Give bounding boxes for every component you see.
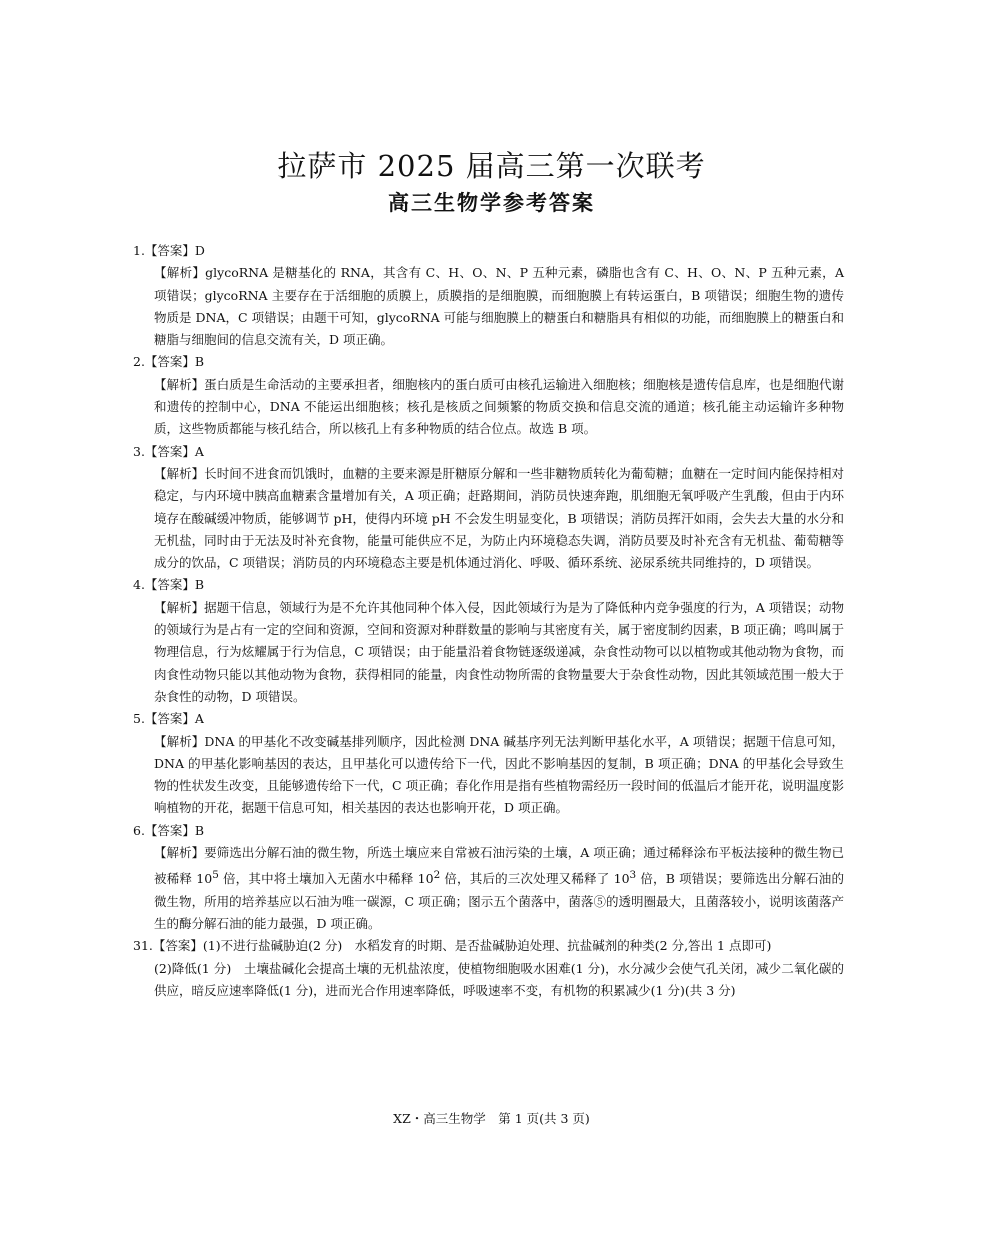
answer-list xyxy=(133,240,844,1002)
analysis-text: 倍，其中将土壤加入无菌水中稀释 10 xyxy=(218,871,434,887)
answer-item-2 xyxy=(133,351,844,440)
analysis-paragraph xyxy=(133,842,844,935)
answer-line: 2.【答案】B xyxy=(133,354,205,370)
answer-line: 4.【答案】B xyxy=(133,577,205,593)
answer-line: 6.【答案】B xyxy=(133,822,205,838)
answer-item-4 xyxy=(133,574,844,708)
page-footer: XZ・高三生物学 第 1 页(共 3 页) xyxy=(393,1111,590,1126)
answer-key-subtitle: 高三生物学参考答案 xyxy=(388,191,595,215)
analysis-paragraph: 【解析】据题干信息，领域行为是不允许其他同种个体入侵，因此领域行为是为了降低种内竞争强度的行为，A 项错误；动物的领域行为是占有一定的空间和资源，空间和资源对种群数量的影响与其密度有关，属于密度制约因素，B 项正确；鸣叫属于物理信息，行为炫耀属于行为信息，C 项错误；由于能量沿着食物链逐级递减，杂食性动物可以以植物或其他动物为食物，而肉食性动物只能以其他动物为食物，获得相同的能量，肉食性动物所需的食物量要大于杂食性动物，因此其领域范围一般大于杂食性的动物，D 项错误。 xyxy=(154,599,844,704)
analysis-paragraph: 【解析】glycoRNA 是糖基化的 RNA，其含有 C、H、O、N、P 五种元素，磷脂也含有 C、H、O、N、P 五种元素，A 项错误；glycoRNA 主要存在于活细胞的质膜上，质膜指的是细胞膜，而细胞膜上有转运蛋白，B 项错误；细胞生物的遗传物质是 DNA，C 项错误；由题干可知，glycoRNA 可能与细胞膜上的糖蛋白和糖脂具有相似的功能，而细胞膜上的糖蛋白和糖脂与细胞间的信息交流有关，D 项正确。 xyxy=(154,265,844,348)
answer-subpart-2: (2)降低(1 分) 土壤盐碱化会提高土壤的无机盐浓度，使植物细胞吸水困难(1 分)，水分减少会使气孔关闭，减少二氧化碳的供应，暗反应速率降低(1 分)，进而光合作用速率降低，呼吸速率不变，有机物的积累减少(1 分)(共 3 分) xyxy=(154,960,844,998)
exponent: 5 xyxy=(212,869,219,882)
answer-item-3 xyxy=(133,441,844,575)
answer-item-31 xyxy=(133,935,844,1002)
answer-item-5 xyxy=(133,708,844,819)
exponent: 3 xyxy=(629,869,637,882)
analysis-paragraph: 【解析】蛋白质是生命活动的主要承担者，细胞核内的蛋白质可由核孔运输进入细胞核；细胞核是遗传信息库，也是细胞代谢和遗传的控制中心，DNA 不能运出细胞核；核孔是核质之间频繁的物质交换和信息交流的通道；核孔能主动运输许多种物质，这些物质都能与核孔结合，所以核孔上有多种物质的结合位点。故选 B 项。 xyxy=(154,376,844,437)
analysis-paragraph: 【解析】长时间不进食而饥饿时，血糖的主要来源是肝糖原分解和一些非糖物质转化为葡萄糖；血糖在一定时间内能保持相对稳定，与内环境中胰高血糖素含量增加有关，A 项正确；赶路期间，消防员快速奔跑，肌细胞无氧呼吸产生乳酸，但由于内环境存在酸碱缓冲物质，能够调节 pH，使得内环境 pH 不会发生明显变化，B 项错误；消防员挥汗如雨，会失去大量的水分和无机盐，同时由于无法及时补充食物，能量可能供应不足，为防止内环境稳态失调，消防员要及时补充含有无机盐、葡萄糖等成分的饮品，C 项错误；消防员的内环境稳态主要是机体通过消化、呼吸、循环系统、泌尿系统共同维持的，D 项错误。 xyxy=(154,465,844,571)
answer-line: 5.【答案】A xyxy=(133,711,204,727)
exponent: 2 xyxy=(433,869,441,882)
answer-line: 31.【答案】(1)不进行盐碱胁迫(2 分) 水稻发育的时期、是否盐碱胁迫处理、抗盐碱剂的种类(2 分,答出 1 点即可) xyxy=(133,938,772,954)
analysis-text: 【解析】要筛选出分解石油的微生物，所选土壤应来自常被石油污染的土壤，A 项正确；通过稀释涂布平板法接种的微生物已被稀释 10 xyxy=(154,845,844,887)
exam-title: 拉萨市 2025 届高三第一次联考 xyxy=(277,149,706,183)
analysis-text: 倍，B 项错误；要筛选出分解石油的微生物，所用的培养基应以石油为唯一碳源，C 项正确；图示五个菌落中，菌落⑤的透明圈最大，且菌落较小，说明该菌落产生的酶分解石油的能力最强，D 项正确。 xyxy=(154,871,844,932)
answer-line: 1.【答案】D xyxy=(133,243,205,258)
answer-item-1 xyxy=(133,240,844,351)
answer-item-6 xyxy=(133,820,844,936)
answer-line: 3.【答案】A xyxy=(133,443,204,459)
analysis-paragraph: 【解析】DNA 的甲基化不改变碱基排列顺序，因此检测 DNA 碱基序列无法判断甲基化水平，A 项错误；据题干信息可知，DNA 的甲基化影响基因的表达，且甲基化可以遗传给下一代，因此不影响基因的复制，B 项正确；DNA 的甲基化会导致生物的性状发生改变，且能够遗传给下一代，C 项正确；春化作用是指有些植物需经历一段时间的低温后才能开花，说明温度影响植物的开花，据题干信息可知，相关基因的表达也影响开花，D 项正确。 xyxy=(154,733,844,816)
analysis-text: 倍，其后的三次处理又稀释了 10 xyxy=(440,871,630,887)
